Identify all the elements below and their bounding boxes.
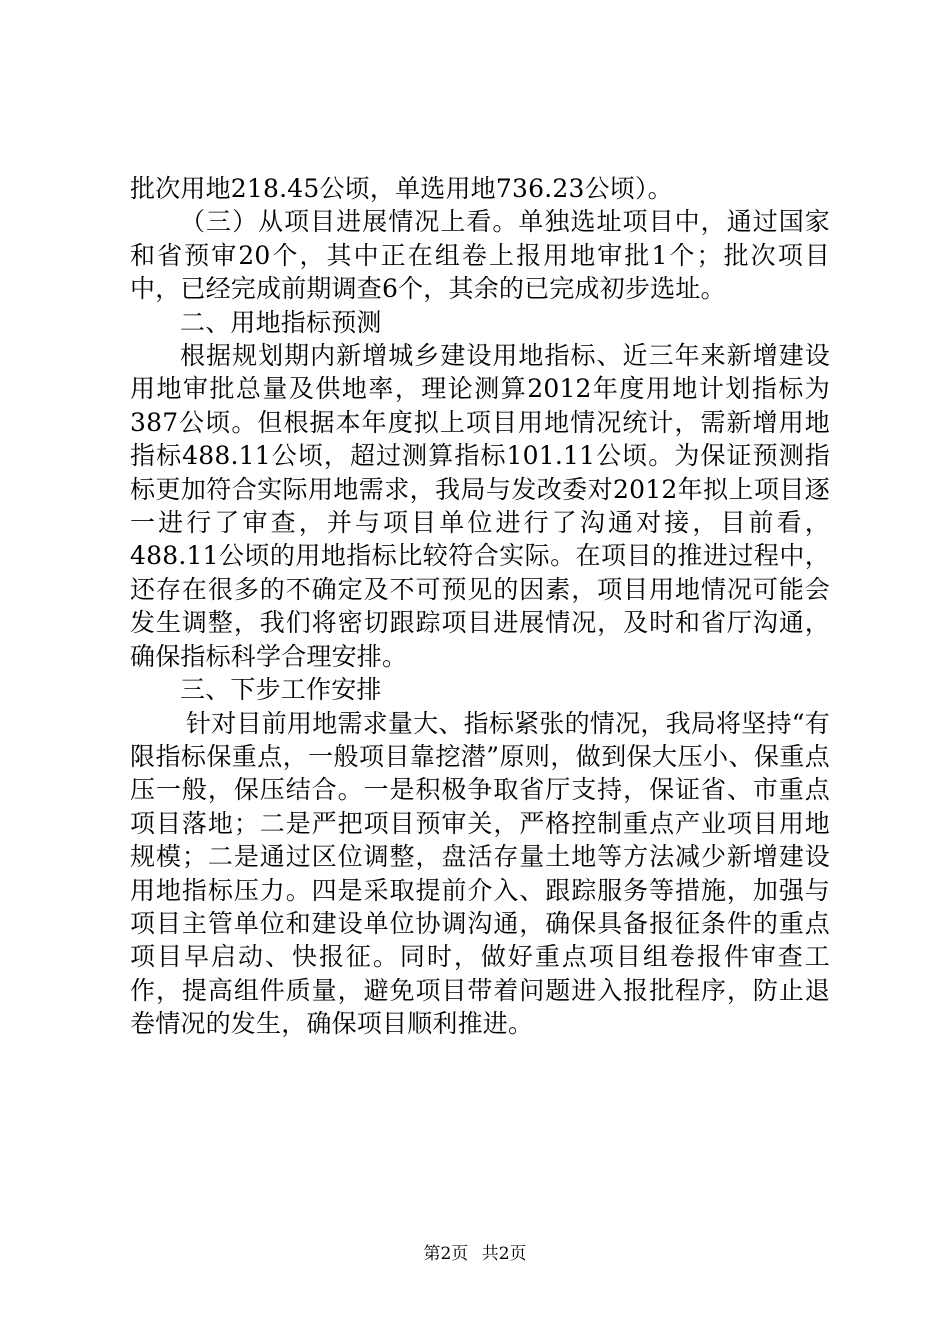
document-body (130, 172, 830, 1041)
section-heading-forecast: 二、用地指标预测 (180, 307, 382, 337)
paragraph-next-steps: 针对目前用地需求量大、指标紧张的情况，我局将坚持“有限指标保重点，一般项目靠挖潜”原则，做到保大压小、保重点压一般，保压结合。一是积极争取省厅支持，保证省、市重点项目落地；二是严把项目预审关，严格控制重点产业项目用地规模；二是通过区位调整，盘活存量土地等方法减少新增建设用地指标压力。四是采取提前介入、跟踪服务等措施，加强与项目主管单位和建设单位协调沟通，确保具备报征条件的重点项目早启动、快报征。同时，做好重点项目组卷报件审查工作，提高组件质量，避免项目带着问题进入报批程序，防止退卷情况的发生，确保项目顺利推进。 (130, 708, 830, 1039)
paragraph-progress: （三）从项目进展情况上看。单独选址项目中，通过国家和省预审20个，其中正在组卷上报用地审批1个；批次项目中，已经完成前期调查6个，其余的已完成初步选址。 (130, 207, 830, 304)
page-footer (0, 1244, 950, 1264)
page-number: 第2页 (423, 1244, 469, 1264)
paragraph-forecast: 根据规划期内新增城乡建设用地指标、近三年来新增建设用地审批总量及供地率，理论测算2012年度用地计划指标为387公顷。但根据本年度拟上项目用地情况统计，需新增用地指标488.11公顷，超过测算指标101.11公顷。为保证预测指标更加符合实际用地需求，我局与发改委对2012年拟上项目逐一进行了审查，并与项目单位进行了沟通对接，目前看，488.11公顷的用地指标比较符合实际。在项目的推进过程中，还存在很多的不确定及不可预见的因素，项目用地情况可能会发生调整，我们将密切跟踪项目进展情况，及时和省厅沟通，确保指标科学合理安排。 (130, 341, 830, 671)
page-total: 共2页 (481, 1244, 527, 1264)
paragraph-continuation: 批次用地218.45公顷，单选用地736.23公顷）。 (130, 174, 673, 203)
section-heading-next-steps: 三、下步工作安排 (180, 675, 382, 705)
